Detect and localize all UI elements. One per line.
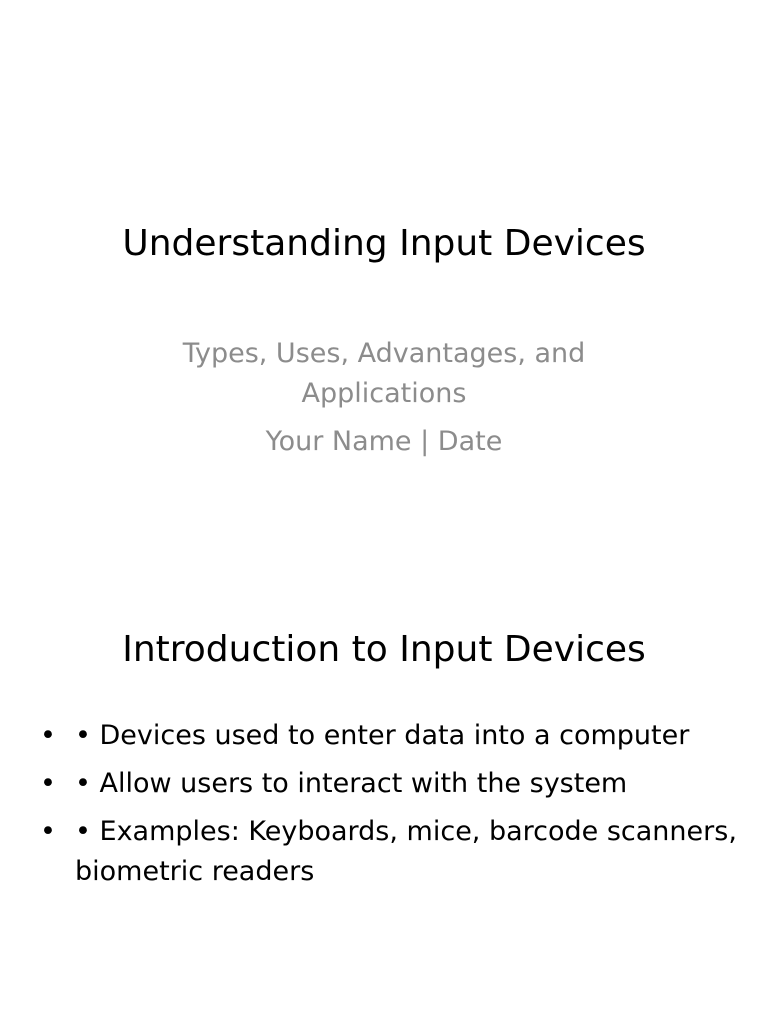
bullet-list [40,716,740,900]
bullet-text: • Allow users to interact with the system [75,768,628,799]
bullet-text: • Examples: Keyboards, mice, barcode scanners, biometric readers [75,816,737,887]
slide-subtitle [150,334,618,462]
list-item [40,812,740,892]
bullet-marker: • [40,768,56,799]
bullet-marker: • [40,720,56,751]
bullet-text: • Devices used to enter data into a computer [75,720,690,751]
list-item [40,716,740,756]
slide-introduction-heading: Introduction to Input Devices [122,629,646,670]
slide-title-heading: Understanding Input Devices [122,223,646,264]
subtitle-author-date: Your Name | Date [265,426,503,457]
list-item [40,764,740,804]
bullet-marker: • [40,816,56,847]
subtitle-topics: Types, Uses, Advantages, and Applications [182,338,586,409]
slide-introduction [0,576,768,1024]
